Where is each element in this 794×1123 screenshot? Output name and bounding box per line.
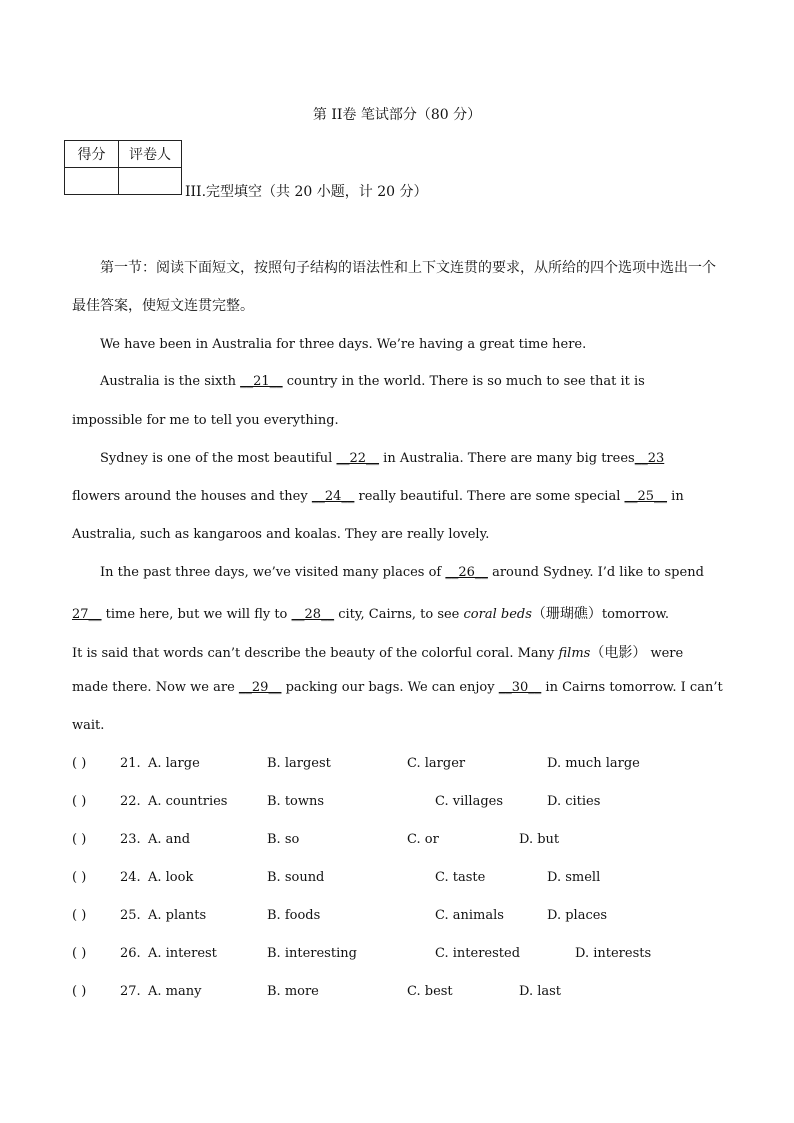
q25-option-b[interactable]: B. foods (267, 908, 321, 923)
passage-paragraph-2 (72, 363, 722, 401)
q21-option-b[interactable]: B. largest (267, 756, 331, 771)
q27-paren[interactable]: ( ) (72, 984, 87, 999)
q26-option-c[interactable]: C. interested (435, 946, 521, 961)
p3-text-e: really beautiful. There are some special (354, 489, 625, 504)
p2-text-d: impossible for me to tell you everything. (72, 413, 339, 428)
films-gloss: （电影） (590, 645, 647, 661)
q21-option-d[interactable]: D. much large (547, 756, 640, 771)
q26-option-d[interactable]: D. interests (575, 946, 652, 961)
q27-option-c[interactable]: C. best (407, 984, 453, 999)
q21-number: 21. (120, 756, 141, 771)
coral-beds-term: coral beds (463, 607, 532, 622)
p2-text-c: country in the world. There is so much to see that it is (282, 374, 645, 389)
p4-text-f: tomorrow. (601, 607, 670, 622)
instruction-line-1: 第一节：阅读下面短文，按照句子结构的语法性和上下文连贯的要求，从所给的四个选项中选出一个 (100, 260, 716, 276)
blank-30[interactable]: __30__ (498, 680, 542, 695)
q22-option-d[interactable]: D. cities (547, 794, 601, 809)
q23-paren[interactable]: ( ) (72, 832, 87, 847)
passage-paragraph-4-line-3 (72, 642, 683, 662)
q27-option-b[interactable]: B. more (267, 984, 319, 999)
p4-text-j: packing our bags. We can enjoy (281, 680, 499, 695)
instruction-line-2-wrap (72, 287, 722, 325)
q25-paren[interactable]: ( ) (72, 908, 87, 923)
blank-23[interactable]: __23 (634, 451, 665, 466)
passage-paragraph-3-line-2 (72, 489, 684, 504)
p4-text-k: in Cairns tomorrow. I can’t (541, 680, 723, 695)
p3-text-c: in Australia. There are many big trees (379, 451, 635, 466)
q24-number: 24. (120, 870, 141, 885)
passage-paragraph-4-line-1 (100, 565, 704, 580)
p3-text-a: Sydney is one of the most beautiful (100, 451, 337, 466)
q27-option-d[interactable]: D. last (519, 984, 562, 999)
p4-text-g: It is said that words can’t describe the beauty of the colorful coral. Many (72, 646, 559, 661)
page-title: 第 II卷 笔试部分（80 分） (312, 107, 482, 123)
q25-option-c[interactable]: C. animals (435, 908, 504, 923)
q25-option-d[interactable]: D. places (547, 908, 608, 923)
blank-29[interactable]: __29__ (238, 680, 282, 695)
score-label: 得分 (65, 141, 119, 168)
q24-paren[interactable]: ( ) (72, 870, 87, 885)
passage-paragraph-4-line-2 (72, 603, 669, 623)
p4-text-h: were (646, 646, 684, 661)
q24-option-b[interactable]: B. sound (267, 870, 325, 885)
p3-text-f: in (667, 489, 684, 504)
q24-option-d[interactable]: D. smell (547, 870, 601, 885)
q21-option-c[interactable]: C. larger (407, 756, 466, 771)
p4-text-e: city, Cairns, to see (334, 607, 464, 622)
p4-text-l: wait. (72, 718, 105, 733)
instruction (72, 249, 722, 287)
q22-paren[interactable]: ( ) (72, 794, 87, 809)
q25-number: 25. (120, 908, 141, 923)
passage-paragraph-4-line-4 (72, 680, 723, 695)
blank-22[interactable]: __22__ (336, 451, 380, 466)
q21-paren[interactable]: ( ) (72, 756, 87, 771)
instruction-line-2: 最佳答案，使短文连贯完整。 (72, 298, 254, 314)
q26-option-a[interactable]: A. interest (148, 946, 217, 961)
q23-option-d[interactable]: D. but (519, 832, 560, 847)
q27-number: 27. (120, 984, 141, 999)
score-cell[interactable] (65, 168, 119, 195)
coral-beds-gloss: （珊瑚礁） (531, 606, 602, 622)
p3-text-d: flowers around the houses and they (72, 489, 312, 504)
p3-text-g: Australia, such as kangaroos and koalas. They are really lovely. (72, 527, 490, 542)
score-table (64, 140, 182, 195)
passage-paragraph-1: We have been in Australia for three days. We’re having a great time here. (100, 337, 587, 352)
q26-option-b[interactable]: B. interesting (267, 946, 357, 961)
q22-option-c[interactable]: C. villages (435, 794, 504, 809)
p4-text-i: made there. Now we are (72, 680, 239, 695)
q24-option-c[interactable]: C. taste (435, 870, 486, 885)
section-heading: III.完型填空（共 20 小题，计 20 分） (185, 184, 428, 200)
q23-option-a[interactable]: A. and (148, 832, 191, 847)
blank-25[interactable]: __25__ (624, 489, 668, 504)
blank-21[interactable]: __21__ (240, 374, 283, 389)
blank-24[interactable]: __24__ (311, 489, 355, 504)
blank-26[interactable]: __26__ (445, 565, 488, 580)
p4-text-c: around Sydney. I’d like to spend (487, 565, 704, 580)
blank-28[interactable]: __28__ (291, 607, 335, 622)
q22-option-b[interactable]: B. towns (267, 794, 325, 809)
p4-text-d: time here, but we will fly to (101, 607, 292, 622)
passage-paragraph-3-line-1 (100, 451, 664, 466)
blank-27[interactable]: 27__ (72, 607, 102, 622)
grader-cell[interactable] (119, 168, 182, 195)
q25-option-a[interactable]: A. plants (148, 908, 207, 923)
grader-label: 评卷人 (119, 141, 182, 168)
p2-text-a: Australia is the sixth (100, 374, 241, 389)
q21-option-a[interactable]: A. large (148, 756, 200, 771)
q23-number: 23. (120, 832, 141, 847)
q22-option-a[interactable]: A. countries (148, 794, 228, 809)
q26-number: 26. (120, 946, 141, 961)
films-term: films (558, 646, 591, 661)
q27-option-a[interactable]: A. many (148, 984, 202, 999)
p4-text-a: In the past three days, we’ve visited many places of (100, 565, 446, 580)
q24-option-a[interactable]: A. look (148, 870, 194, 885)
q22-number: 22. (120, 794, 141, 809)
q26-paren[interactable]: ( ) (72, 946, 87, 961)
q23-option-b[interactable]: B. so (267, 832, 300, 847)
q23-option-c[interactable]: C. or (407, 832, 439, 847)
